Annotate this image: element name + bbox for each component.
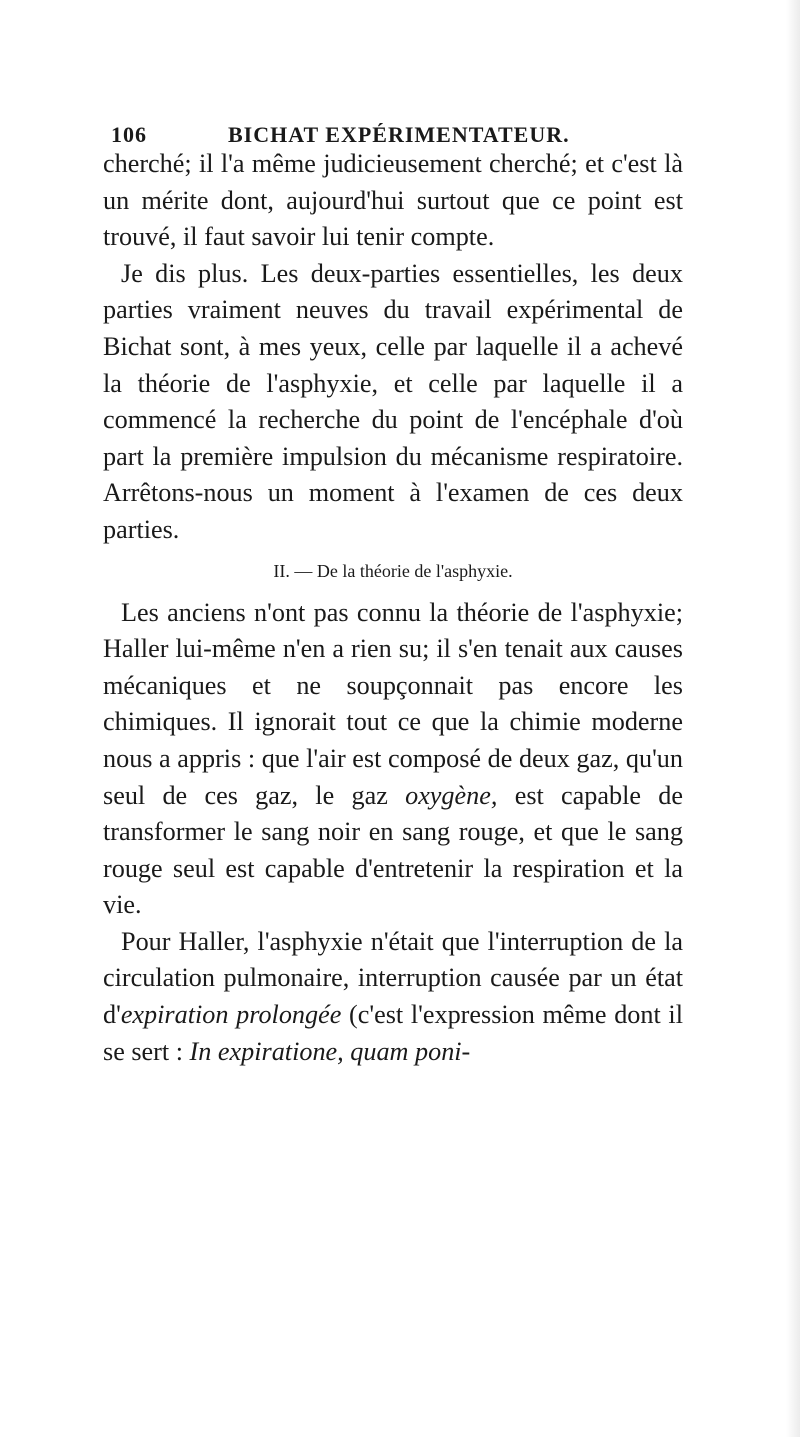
paragraph-1: cherché; il l'a même judicieusement cherché; et c'est là un mérite dont, aujourd'hui surtout que ce point est trouvé, il faut savoir lui tenir compte.: [103, 149, 683, 252]
paragraph-3: [103, 595, 683, 924]
body-text: [103, 146, 683, 1070]
paragraph-3-text-a: Les anciens n'ont pas connu la théorie de l'asphyxie; Haller lui-même n'en a rien su; il s'en tenait aux causes mécaniques et ne soupçonnait pas encore les chimiques. Il ignorait tout ce que la chimie moderne nous a appris : que l'air est composé de deux gaz, qu'un seul de ces gaz, le gaz: [103, 597, 683, 810]
page-number: 106: [111, 122, 147, 147]
paragraph-4-text-a: Pour Haller, l'asphyxie n'était que l'interruption de la circulation pulmonaire, interruption causée par un état d': [103, 926, 683, 1030]
paragraph-3-italic: oxygène,: [405, 780, 498, 810]
paragraph-2: Je dis plus. Les deux-parties essentielles, les deux parties vraiment neuves du travail expérimental de Bichat sont, à mes yeux, celle par laquelle il a achevé la théorie de l'asphyxie, et celle par laquelle il a commencé la recherche du point de l'encéphale d'où part la première impulsion du mécanisme respiratoire. Arrêtons-nous un moment à l'examen de ces deux parties.: [103, 258, 683, 544]
paragraph-4-italic-a: expiration prolongée: [120, 1000, 342, 1030]
running-head: [111, 122, 671, 148]
paragraph-3-text-b: est capable de transformer le sang noir en sang rouge, et que le sang rouge seul est capable d'entretenir la respiration et la vie.: [103, 780, 683, 920]
running-title: BICHAT EXPÉRIMENTATEUR.: [228, 122, 570, 147]
paragraph-4-text-b: (c'est l'expression même dont il se sert :: [103, 1000, 683, 1066]
paragraph-4: [103, 924, 683, 1070]
page-edge-shadow: [786, 0, 800, 1437]
paragraph-4-italic-b: In expiratione, quam poni-: [189, 1036, 471, 1066]
section-heading: II. — De la théorie de l'asphyxie.: [273, 560, 513, 581]
